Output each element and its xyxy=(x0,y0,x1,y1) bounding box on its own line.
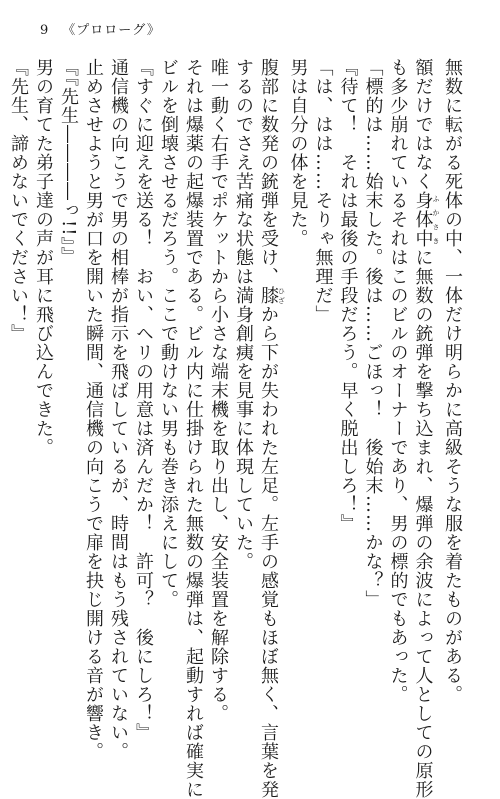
ruby-reading: ひざ xyxy=(277,286,286,305)
text-line: するのでさえ苦痛な状態は満身創痍を見事に体現していた。 xyxy=(233,58,254,571)
text-line xyxy=(256,58,286,799)
text-segment: に無数の銃弾を撃ち込まれ、爆弾の余波によって人としての原形 xyxy=(412,248,434,799)
text-line: 『すぐに迎えを送る！ おい、ヘリの用意は済んだか！ 許可？ 後にしろ！』 xyxy=(133,58,154,742)
text-line: 「は、はは……そりゃ無理だ」 xyxy=(312,58,334,324)
text-line: 「標的は……始末した。後は……ごほっ！ 後始末……かな？」 xyxy=(362,58,384,609)
ruby-annotation xyxy=(258,286,286,305)
text-line: も多少崩れているそれはこのビルのオーナーであり、男の標的でもあった。 xyxy=(387,58,409,704)
page-number: 9 xyxy=(40,23,49,38)
running-title: 《プロローグ》 xyxy=(62,23,161,38)
text-line: 『待て！ それは最後の手段だろう。早く脱出しろ！』 xyxy=(337,58,359,533)
text-line xyxy=(411,58,441,799)
text-line: 『『先生――――っ!!』』 xyxy=(58,58,79,266)
ruby-base: 身体中 xyxy=(412,191,434,248)
vertical-body-text xyxy=(8,58,465,799)
text-line: それは爆薬の起爆装置である。ビル内に仕掛けられた無数の爆弾は、起動すれば確実に xyxy=(183,58,204,799)
ruby-base: 膝 xyxy=(258,286,279,305)
text-line: 唯一動く右手でポケットから小さな端末機を取り出し、安全装置を解除する。 xyxy=(208,58,229,723)
text-line: 無数に転がる死体の中、一体だけ明らかに高級そうな服を着たものがある。 xyxy=(442,58,463,704)
text-line: 男は自分の体を見た。 xyxy=(287,58,309,248)
page-header xyxy=(40,20,161,42)
text-line: 男の育てた弟子達の声が耳に飛び込んできた。 xyxy=(33,58,54,457)
text-segment: 腹部に数発の銃弾を受け、 xyxy=(258,58,279,286)
text-line: 『先生、諦めないでください！』 xyxy=(8,58,29,343)
ruby-reading: ふかさき xyxy=(432,191,440,248)
text-segment: 額だけではなく xyxy=(412,58,434,191)
text-segment: から下が失われた左足。左手の感覚もほぼ無く、言葉を発 xyxy=(258,305,279,799)
text-line: 止めさせようと男が口を開いた瞬間、通信機の向こうで扉を抉じ開ける音が響き。 xyxy=(83,58,104,761)
text-line: ビルを倒壊させるだろう。ここで動けない男も巻き添えにして。 xyxy=(158,58,179,609)
ruby-annotation xyxy=(412,191,440,248)
text-line: 通信機の向こうで男の相棒が指示を飛ばしているが、時間はもう残されていない。 xyxy=(108,58,129,761)
